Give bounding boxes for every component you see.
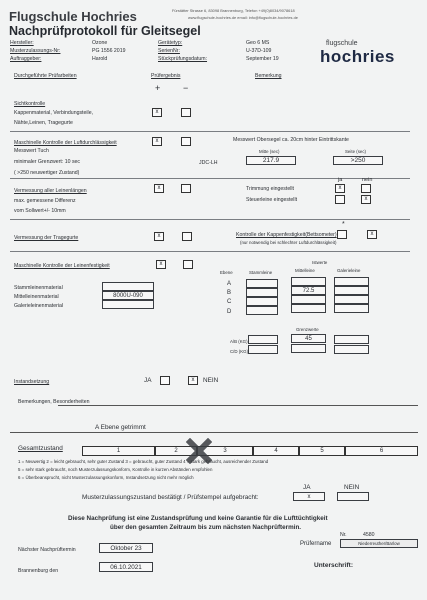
logo-main: hochries — [320, 47, 395, 66]
divider — [10, 131, 410, 132]
kappe-note: (nur notwendig bei schlechter Luftdurchlässigkeit) — [240, 240, 337, 245]
naechster-value: Oktober 23 — [110, 545, 142, 552]
grenzwerte-label: Grenzwerte — [296, 327, 319, 332]
stamm-field — [102, 282, 154, 291]
address-line: Fürstätter Strasse 6, 83098 Brannenburg, Telefon +49(0)8034/9078618 — [172, 8, 295, 13]
pruefername-value: Niederreuther/Barlow — [358, 541, 400, 546]
datum-label: Stückprüfungsdatum: — [158, 56, 208, 62]
ab-galerie — [334, 335, 369, 344]
bemerkung-line — [10, 432, 418, 433]
steuer-nein-checkbox[interactable]: x — [361, 195, 371, 204]
col-mittel-label: Mittelleine — [295, 268, 315, 273]
ebene-d: D — [227, 309, 232, 315]
musterz-label: Musterzulassungszustand bestätigt / Prüfstempel aufgebracht: — [82, 494, 259, 501]
galerie-c — [334, 295, 369, 304]
nr-value: 4580 — [363, 532, 375, 538]
datum-value: September 19 — [246, 56, 279, 62]
stamm-a — [246, 279, 278, 288]
grade-6[interactable]: 6 — [345, 446, 418, 456]
cd-mittel — [291, 344, 326, 353]
steuer-label: Steuerleine eingestellt — [246, 197, 298, 203]
ebene-a: A — [227, 281, 232, 287]
ebene-label: Ebene — [220, 270, 233, 275]
stamm-c — [246, 297, 278, 306]
galerie-a — [334, 277, 369, 286]
instand-nein-checkbox[interactable]: x — [188, 376, 198, 385]
cd-galerie — [334, 345, 369, 354]
leinen-minus-checkbox[interactable] — [181, 184, 191, 193]
col-minus: − — [183, 83, 189, 93]
mittel-b-value: 72.5 — [302, 288, 315, 294]
ab-mittel — [291, 334, 326, 343]
divider — [10, 219, 410, 220]
reiss-plus-checkbox[interactable]: x — [156, 260, 166, 269]
legend-3: 6 = Überbeansprucht, nicht Musterzulassungskonform, Instandsetzung nicht mehr möglich — [18, 475, 194, 480]
tuch-grenzwert2: ( >250 neuwertiger Zustand) — [14, 170, 80, 176]
musterz-nein-box[interactable] — [337, 492, 369, 501]
tuch-seite-field — [333, 156, 383, 165]
sicht-plus-checkbox[interactable]: x — [152, 108, 162, 117]
cd-label: C/D (KG) — [230, 349, 249, 354]
ebene-b: B — [227, 290, 232, 296]
galerie-d — [334, 304, 369, 313]
page-title: Nachprüfprotokoll für Gleitsegel — [9, 24, 201, 38]
mittel-field — [102, 291, 154, 300]
sicht-title: Sichtkontrolle — [14, 101, 46, 107]
disclaimer-line1: Diese Nachprüfung ist eine Zustandsprüfung und keine Garantie für die Lufttüchtigkeit — [68, 515, 328, 522]
musterz-ja-box[interactable] — [293, 492, 325, 501]
logo-top: flugschule — [326, 40, 358, 47]
serien-value: U-37D-109 — [246, 48, 272, 54]
musterz-nein: NEIN — [344, 484, 360, 491]
stamm-label: Stammleinenmaterial — [14, 285, 63, 291]
leinen-title: Vermessung aller Leinenlängen — [14, 188, 87, 194]
istwerte-label: Istwerte — [312, 260, 328, 265]
ort-value: 06.10.2021 — [110, 564, 142, 571]
reiss-title: Maschinelle Kontrolle der Leinenfestigkeit — [14, 263, 110, 269]
kappe-nein-checkbox[interactable]: x — [367, 230, 377, 239]
tuch-remark: Messwert Obersegel ca. 20cm hinter Eintrittskante — [233, 137, 349, 143]
tuch-grenzwert: minimaler Grenzwert: 10 sec — [14, 159, 81, 165]
web-line: www.flugschule-hochries.de email: info@flugschule-hochries.de — [188, 15, 298, 20]
geraetetyp-label: Gerätetyp: — [158, 40, 183, 46]
leinen-nein: nein — [362, 177, 373, 183]
instand-label: Instandsetzung — [14, 379, 50, 385]
tuch-minus-checkbox[interactable] — [181, 137, 191, 146]
mittel-a — [291, 277, 326, 286]
trimmung-label: Trimmung eingestellt — [246, 186, 294, 192]
ab-stamm — [248, 335, 278, 344]
naechster-label: Nächster Nachprüftermin — [18, 547, 76, 553]
trimmung-nein-checkbox[interactable] — [361, 184, 371, 193]
legend-2: 5 = sehr stark gebraucht, noch Musterzulassungskonform, Kontrolle in kurzen Abständen empfohlen — [18, 467, 213, 472]
grade-1[interactable]: 1 — [82, 446, 155, 456]
divider — [10, 251, 410, 252]
nr-label: Nr. — [340, 532, 347, 538]
auftraggeber-label: Auftraggeber: — [10, 56, 42, 62]
tuch-mitte-field — [246, 156, 296, 165]
col-pruefarbeiten: Durchgeführte Prüfarbeiten — [14, 73, 77, 79]
ort-label: Brannenburg den — [18, 568, 59, 574]
tuch-seite-label: Seite (sec) — [345, 149, 366, 154]
grade-5[interactable]: 5 — [299, 446, 345, 456]
auftraggeber-value: Harold — [92, 56, 108, 62]
sicht-line2: Nähte,Leinen, Tragegurte — [14, 120, 73, 126]
col-bemerkung: Bemerkung — [255, 73, 282, 79]
galerie-label: Galerieleinenmaterial — [14, 303, 64, 309]
mittel-value: 8000U-090 — [113, 293, 143, 299]
leinen-plus-checkbox[interactable]: x — [154, 184, 164, 193]
musterz-ja: JA — [303, 484, 311, 491]
musterz-ja-mark: x — [307, 494, 311, 500]
mittel-d — [291, 304, 326, 313]
tuch-messwert: Messwert Tuch — [14, 148, 49, 154]
bemerkung-line — [58, 405, 418, 406]
leinen-line2: vom Sollwert+/- 10mm — [14, 208, 66, 214]
divider — [10, 178, 410, 179]
galerie-b — [334, 286, 369, 295]
tuch-seite-value: >250 — [350, 157, 366, 164]
tuch-title: Maschinelle Kontrolle der Luftdurchlässigkeit — [14, 140, 117, 146]
kappe-ja-checkbox[interactable] — [337, 230, 347, 239]
instand-nein: NEIN — [203, 377, 219, 384]
mittel-label: Mittelleinenmaterial — [14, 294, 59, 300]
instand-ja-checkbox[interactable] — [160, 376, 170, 385]
trage-minus-checkbox[interactable] — [182, 232, 192, 241]
col-stamm-label: Stammleine — [249, 270, 273, 275]
col-ergebnis: Prüfergebnis — [151, 73, 181, 79]
cd-stamm — [248, 345, 278, 354]
instand-ja: JA — [144, 377, 152, 384]
leinen-ja: ja — [338, 177, 343, 183]
galerie-field — [102, 300, 154, 309]
trage-title: Vermessung der Tragegurte — [14, 235, 79, 241]
steuer-ja-checkbox[interactable] — [335, 195, 345, 204]
pruefername-stamp — [340, 539, 418, 548]
tuch-instrument: JDC-LH — [199, 160, 218, 166]
legend-1: 1 = Neuwertig 2 = leicht gebraucht, sehr guter Zustand 3 = gebraucht, guter Zustand 4 = stark gebraucht, ausreichender Zustand — [18, 459, 269, 464]
grade-3[interactable]: 3 — [197, 446, 253, 456]
grade-4[interactable]: 4 — [253, 446, 299, 456]
disclaimer-line2: über den gesamten Zeitraum bis zum nächsten Nachprüftermin. — [110, 524, 302, 531]
stamm-b — [246, 288, 278, 297]
tuch-plus-checkbox[interactable]: x — [152, 137, 162, 146]
naechster-field — [99, 543, 153, 553]
ab-label: A/B (KG) — [230, 339, 248, 344]
tuch-mitte-label: Mitte (sec) — [259, 149, 280, 154]
kappe-star: * — [342, 221, 345, 228]
hersteller-label: Hersteller: — [10, 40, 34, 46]
bemerkung-label: Bemerkungen, Besonderheiten — [18, 399, 90, 405]
geraetetyp-value: Geo 6 MS — [246, 40, 270, 46]
mittel-b — [291, 286, 326, 295]
sicht-line1: Kappenmaterial, Verbindungsteile, — [14, 110, 94, 116]
sicht-minus-checkbox[interactable] — [181, 108, 191, 117]
trage-plus-checkbox[interactable]: x — [154, 232, 164, 241]
gesamt-label: Gesamtzustand — [18, 445, 63, 452]
ort-field — [99, 562, 153, 572]
unterschrift-label: Unterschrift: — [314, 562, 354, 569]
grade-2[interactable]: 2 — [155, 446, 197, 456]
serien-label: SerienNr: — [158, 48, 180, 54]
school-name: Flugschule Hochries — [9, 9, 137, 24]
zulassung-value: PG 1556 2019 — [92, 48, 126, 54]
zulassung-label: Musterzulassungs-Nr: — [10, 48, 61, 54]
col-galerie-label: Galerieleine — [337, 268, 361, 273]
kappe-label: Kontrolle der Kappenfestigkeit(Bettsometer) — [236, 232, 337, 238]
reiss-minus-checkbox[interactable] — [183, 260, 193, 269]
stamm-d — [246, 306, 278, 315]
col-plus: + — [155, 83, 161, 93]
mittel-c — [291, 295, 326, 304]
bemerkung-text: A Ebene getrimmt — [95, 424, 146, 431]
hersteller-value: Ozone — [92, 40, 108, 46]
ebene-c: C — [227, 299, 232, 305]
tuch-mitte-value: 217.9 — [262, 157, 280, 164]
leinen-line1: max. gemessene Differenz — [14, 198, 76, 204]
ab-value: 45 — [305, 336, 312, 342]
trimmung-ja-checkbox[interactable]: x — [335, 184, 345, 193]
pruefername-label: Prüfername — [300, 541, 332, 547]
